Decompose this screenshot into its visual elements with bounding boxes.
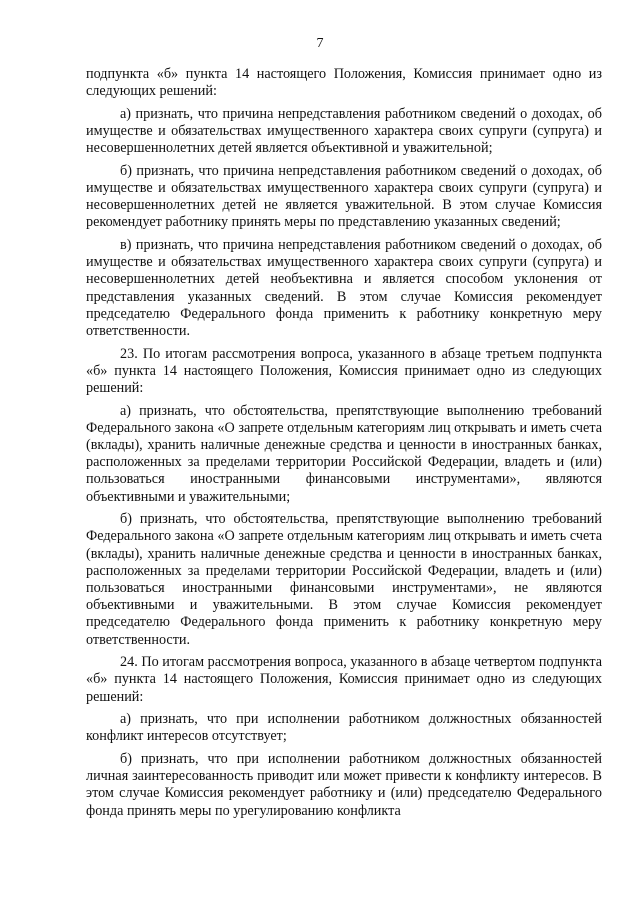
paragraph-22a: а) признать, что причина непредставления работником сведений о доходах, об имуществе и обязательствах имущественного характера своих супруги (супруга) и несовершеннолетних детей является объективной и уважительной;	[86, 105, 602, 157]
paragraph-continuation: подпункта «б» пункта 14 настоящего Положения, Комиссия принимает одно из следующих решений:	[86, 66, 602, 100]
paragraph-24a: а) признать, что при исполнении работником должностных обязанностей конфликт интересов отсутствует;	[86, 711, 602, 745]
paragraph-24b: б) признать, что при исполнении работником должностных обязанностей личная заинтересованность приводит или может привести к конфликту интересов. В этом случае Комиссия рекомендует работнику и (или) председателю Федерального фонда принять меры по урегулированию конфликта	[86, 751, 602, 819]
paragraph-23a: а) признать, что обстоятельства, препятствующие выполнению требований Федерального закона «О запрете отдельным категориям лиц открывать и иметь счета (вклады), хранить наличные денежные средства и ценности в иностранных банках, расположенных за пределами территории Российской Федерации, владеть и (или) пользоваться иностранными финансовыми инструментами», являются объективными и уважительными;	[86, 402, 602, 505]
paragraph-24: 24. По итогам рассмотрения вопроса, указанного в абзаце четвертом подпункта «б» пункта 14 настоящего Положения, Комиссия принимает одно из следующих решений:	[86, 654, 602, 705]
paragraph-23: 23. По итогам рассмотрения вопроса, указанного в абзаце третьем подпункта «б» пункта 14 настоящего Положения, Комиссия принимает одно из следующих решений:	[86, 345, 602, 397]
document-body	[86, 66, 602, 825]
paragraph-22c: в) признать, что причина непредставления работником сведений о доходах, об имуществе и обязательствах имущественного характера своих супруги (супруга) и несовершеннолетних детей необъективна и является способом уклонения от представления указанных сведений. В этом случае Комиссия рекомендует председателю Федерального фонда применить к работнику конкретную меру ответственности.	[86, 237, 602, 340]
page-number: 7	[316, 36, 324, 51]
paragraph-22b: б) признать, что причина непредставления работником сведений о доходах, об имуществе и обязательствах имущественного характера своих супруги (супруга) и несовершеннолетних детей не является уважительной. В этом случае Комиссия рекомендует работнику принять меры по представлению указанных сведений;	[86, 162, 602, 231]
paragraph-23b: б) признать, что обстоятельства, препятствующие выполнению требований Федерального закона «О запрете отдельным категориям лиц открывать и иметь счета (вклады), хранить наличные денежные средства и ценности в иностранных банках, расположенных за пределами территории Российской Федерации, владеть и (или) пользоваться иностранными финансовыми инструментами», не являются объективными и уважительными. В этом случае Комиссия рекомендует председателю Федерального фонда применить к работнику конкретную меру ответственности.	[86, 511, 602, 648]
